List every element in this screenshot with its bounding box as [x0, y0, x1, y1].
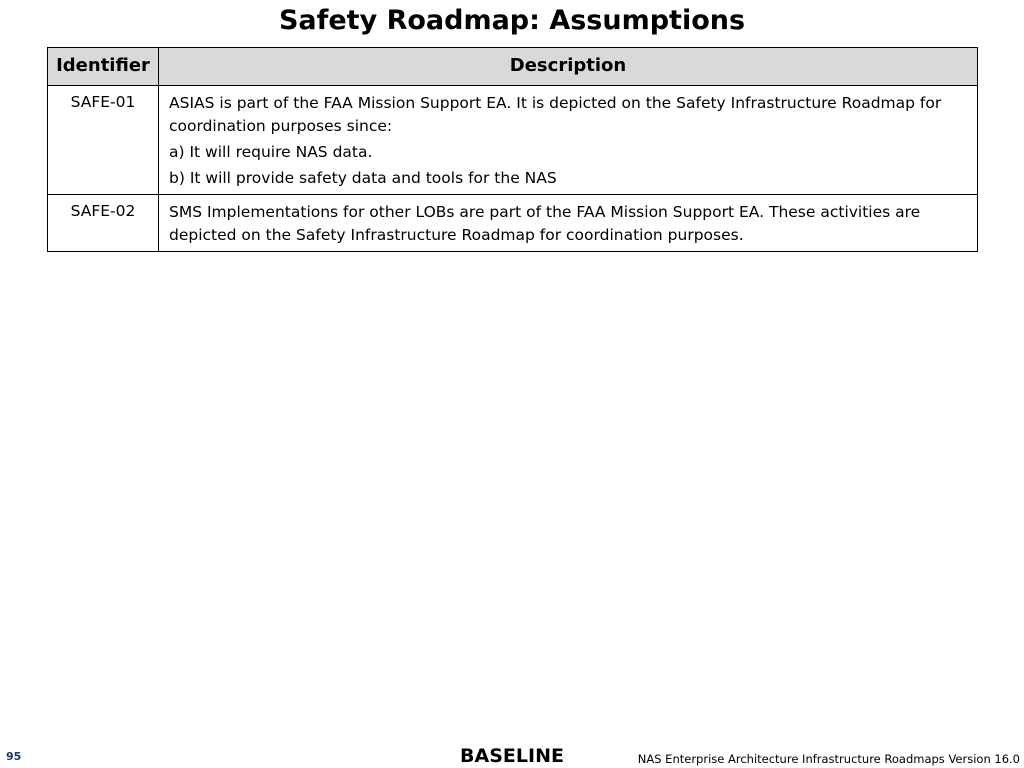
description-column-header: Description	[159, 48, 978, 86]
page-title: Safety Roadmap: Assumptions	[278, 5, 746, 36]
description-paragraph: b) It will provide safety data and tools for the NAS	[169, 169, 557, 187]
identifier-column-header: Identifier	[48, 48, 159, 86]
header-row	[48, 48, 978, 86]
identifier-cell: SAFE-01	[48, 86, 159, 195]
description-paragraph: ASIAS is part of the FAA Mission Support EA. It is depicted on the Safety Infrastructure Roadmap for coordination purposes since:	[169, 94, 942, 135]
table-body	[48, 86, 978, 252]
description-cell	[159, 86, 978, 195]
identifier-cell: SAFE-02	[48, 195, 159, 252]
table-row	[48, 86, 978, 195]
table-row	[48, 195, 978, 252]
page-number: 95	[6, 750, 22, 763]
description-paragraph: SMS Implementations for other LOBs are part of the FAA Mission Support EA. These activities are depicted on the Safety Infrastructure Roadmap for coordination purposes.	[169, 203, 921, 244]
description-cell	[159, 195, 978, 252]
assumptions-table	[47, 47, 978, 252]
document-footer: NAS Enterprise Architecture Infrastructure Roadmaps Version 16.0	[637, 752, 1020, 766]
description-paragraph: a) It will require NAS data.	[169, 143, 373, 161]
classification-label: BASELINE	[460, 745, 564, 767]
table-header	[48, 48, 978, 86]
